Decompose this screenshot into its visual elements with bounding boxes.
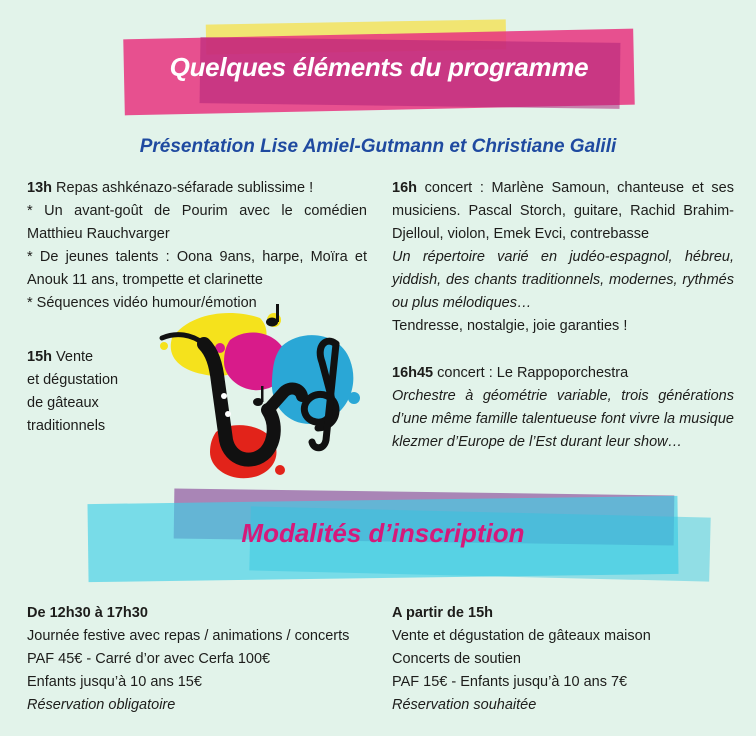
item-jeunes-talents: * De jeunes talents : Oona 9ans, harpe, Moïra et Anouk 11 ans, trompette et clarinette [27,249,367,288]
reg-left-line2: PAF 45€ - Carré d’or avec Cerfa 100€ [27,651,271,667]
item-15h: 15h Vente et dégustation de gâteaux traditionnels [27,349,119,434]
reg-left-line3: Enfants jusqu’à 10 ans 15€ [27,674,202,690]
registration-title: Modalités d’inscription [241,518,525,548]
right-column [392,177,734,454]
paint-splash-blue [272,335,360,424]
reg-right-line1: Vente et dégustation de gâteaux maison [392,628,651,644]
left-column [27,177,367,315]
item-16h45: 16h45 concert : Le Rappoporchestra [392,365,629,381]
reg-right-line2: Concerts de soutien [392,651,521,667]
registration-right [392,602,734,717]
reg-right-heading: A partir de 15h [392,605,493,621]
item-13h: 13h Repas ashkénazo-séfarade sublissime ! [27,180,314,196]
item-16h-tagline: Tendresse, nostalgie, joie garanties ! [392,318,628,334]
item-avant-gout: * Un avant-goût de Pourim avec le comédien Matthieu Rauchvarger [27,203,367,242]
item-videos: * Séquences vidéo humour/émotion [27,295,257,311]
reg-left-heading: De 12h30 à 17h30 [27,605,148,621]
item-16h45-description: Orchestre à géométrie variable, trois générations d’une même famille talentueuse font vivre la musique klezmer d’Europe de l’Est durant leur show… [392,388,734,450]
item-16h-description: Un répertoire varié en judéo-espagnol, hébreu, yiddish, des chants traditionnels, modernes, rythmés ou plus mélodiques… [392,249,734,311]
program-title: Quelques éléments du programme [169,52,589,82]
reg-right-note: Réservation souhaitée [392,697,537,713]
saxophone-illustration [140,300,380,490]
registration-left [27,602,377,717]
reg-left-note: Réservation obligatoire [27,697,176,713]
item-16h: 16h concert : Marlène Samoun, chanteuse et ses musiciens. Pascal Storch, guitare, Rachid Brahim-Djelloul, violon, Emek Evci, contrebasse [392,180,734,242]
reg-left-line1: Journée festive avec repas / animations / concerts [27,628,350,644]
presenters-line: Présentation Lise Amiel-Gutmann et Christiane Galili [139,136,617,157]
reg-right-line3: PAF 15€ - Enfants jusqu’à 10 ans 7€ [392,674,628,690]
